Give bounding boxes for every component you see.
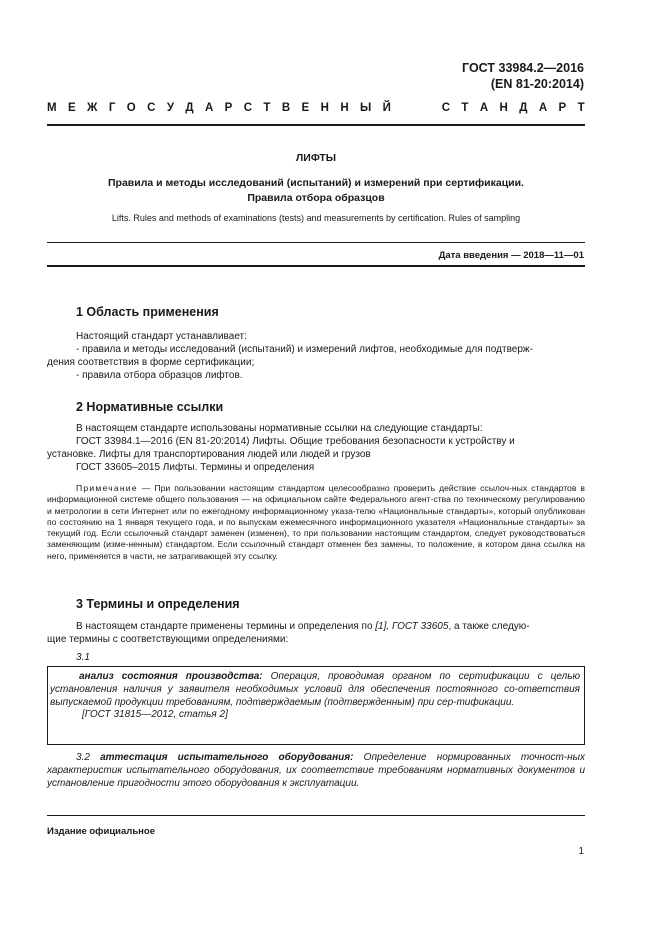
document-subtitle [47, 176, 585, 206]
term-3-1-definition-box [47, 666, 585, 745]
section-2-note [47, 483, 585, 562]
term-3-1-source: [ГОСТ 31815—2012, статья 2] [82, 709, 228, 721]
section-2-heading: 2 Нормативные ссылки [76, 400, 224, 414]
interstate-standard-banner [47, 102, 585, 114]
section-3-para-1 [76, 621, 585, 634]
banner-letter: М [47, 102, 57, 114]
section-2-para-2-cont: установке. Лифты для транспортирования людей или людей и грузов [47, 449, 371, 460]
section-3-para-1-cont: щие термины с соответствующими определениями: [47, 634, 289, 645]
banner-letter: А [538, 102, 548, 114]
term-3-2-term: аттестация испытательного оборудования: [100, 752, 354, 763]
banner-letter: Н [340, 102, 349, 114]
introduction-date: Дата введения — 2018—11—01 [438, 250, 584, 261]
section-2-para-2: ГОСТ 33984.1—2016 (EN 81-20:2014) Лифты. Общие требования безопасности к устройству и [76, 436, 515, 447]
section-1-para-2: - правила и методы исследований (испытаний) и измерений лифтов, необходимые для подтверж- [76, 344, 533, 355]
standard-identifier [462, 60, 584, 92]
banner-letter: С [441, 102, 451, 114]
section-2-para-3: ГОСТ 33605–2015 Лифты. Термины и определения [76, 462, 315, 473]
banner-letter: Р [224, 102, 233, 114]
standard-number: ГОСТ 33984.2—2016 [462, 61, 584, 75]
term-3-1-text: Операция, проводимая органом по сертификации с целью установления наличия у заявителя необходимых условий для обеспечения постоянного со-ответствия выпускаемой продукции требованиям, подтверждаемым (подтвержденным) при сер-тификации. [50, 671, 581, 708]
banner-letter: Е [67, 102, 76, 114]
banner-letter: Д [519, 102, 528, 114]
term-3-1-definition [50, 671, 580, 722]
title-rule [47, 242, 585, 243]
term-3-2-text: Определение нормированных точност-ных характеристик испытательного оборудования, их соответствие требованиям нормативных документов и установление пригодности этого оборудования к эксплуатации. [47, 752, 585, 789]
term-3-1-number: 3.1 [76, 652, 90, 663]
section-3-heading: 3 Термины и определения [76, 597, 240, 611]
banner-letter: Ж [87, 102, 98, 114]
subtitle-line-2: Правила отбора образцов [247, 192, 385, 204]
banner-letter: А [479, 102, 489, 114]
banner-letter: Т [577, 102, 585, 114]
section-3-para-1-tail: , а также следую- [448, 621, 530, 632]
en-reference: (EN 81-20:2014) [490, 77, 584, 91]
section-1-heading: 1 Область применения [76, 305, 219, 319]
banner-letter: Р [558, 102, 567, 114]
banner-letter: Н [320, 102, 329, 114]
note-label: Примечание [76, 483, 138, 493]
document-title: ЛИФТЫ [295, 152, 337, 164]
note-text: — При пользовании настоящим стандартом целесообразно проверить действие ссылоч-ных стандартов в информационной системе общего пользования — на официальном сайте Федерального агент-ства по техническому регулированию и метрологии в сети Интернет или по ежегодному информационному указа-телю «Национальные стандарты», который опубликован по состоянию на 1 января текущего года, и по выпускам ежемесячного информационного указателя «Национальные стандарты» за текущий год. Если ссылочный стандарт заменен (изменен), то при пользовании настоящим стандартом, следует руководствоваться заменяющим (изме-ненным) стандартом. Если ссылочный стандарт отменен без замены, то положение, в котором дана ссылка на него, применяется в части, не затрагивающей эту ссылку. [47, 483, 585, 561]
section-2-para-1: В настоящем стандарте использованы нормативные ссылки на следующие стандарты: [76, 423, 483, 434]
banner-letter: Н [499, 102, 508, 114]
banner-letter: О [126, 102, 136, 114]
banner-letter: Т [263, 102, 271, 114]
banner-letter: Е [301, 102, 310, 114]
term-3-2-number: 3.2 [76, 752, 90, 763]
banner-letter: А [204, 102, 214, 114]
header-rule [47, 124, 585, 126]
section-3-para-1-text: В настоящем стандарте применены термины и определения по [76, 621, 376, 632]
english-title: Lifts. Rules and methods of examinations (tests) and measurements by certification. Rules of sampling [111, 213, 521, 223]
section-1-para-2-cont: дения соответствия в форме сертификации; [47, 357, 255, 368]
official-edition-label: Издание официальное [47, 826, 155, 837]
footer-rule [47, 815, 585, 816]
term-3-1-term: анализ состояния производства: [79, 671, 263, 682]
section-3-refs: [1], ГОСТ 33605 [375, 621, 449, 632]
banner-letter: У [166, 102, 174, 114]
banner-letter: Т [461, 102, 469, 114]
banner-letter: В [281, 102, 291, 114]
intro-rule [47, 265, 585, 267]
section-1-para-3: - правила отбора образцов лифтов. [76, 370, 243, 381]
term-3-2-definition [47, 752, 585, 790]
banner-letter: С [243, 102, 253, 114]
page-number: 1 [578, 846, 584, 857]
banner-letter: Д [185, 102, 194, 114]
banner-gap [402, 102, 430, 114]
section-1-para-1: Настоящий стандарт устанавливает: [76, 331, 247, 342]
subtitle-line-1: Правила и методы исследований (испытаний) и измерений при сертификации. [108, 177, 524, 189]
banner-letter: Й [382, 102, 391, 114]
banner-letter: Ы [360, 102, 372, 114]
banner-letter: С [147, 102, 156, 114]
banner-letter: Г [108, 102, 116, 114]
